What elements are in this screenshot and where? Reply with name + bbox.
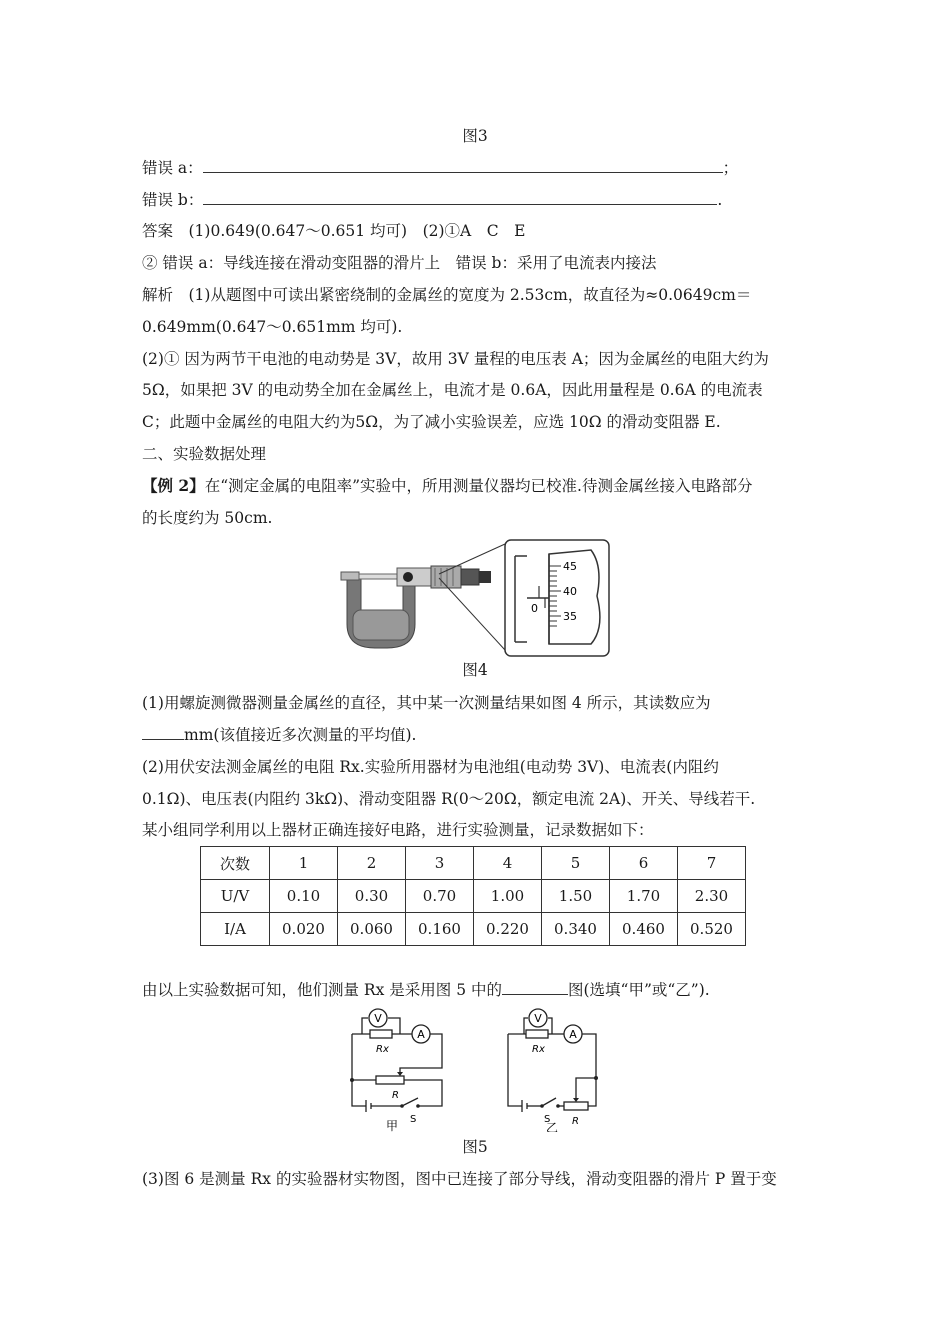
switch-label: S <box>544 1114 551 1125</box>
answer-line-2: ② 错误 a：导线连接在滑动变阻器的滑片上 错误 b：采用了电流表内接法 <box>142 254 657 272</box>
table-row <box>201 913 746 946</box>
figure-4-caption: 图4 <box>462 661 488 679</box>
error-b-line <box>142 190 722 210</box>
analysis-line-5: C；此题中金属丝的电阻大约为5Ω，为了减小实验误差，应选 10Ω 的滑动变阻器 E. <box>142 413 721 431</box>
ammeter-label: A <box>569 1028 577 1041</box>
table-cell: 1.00 <box>474 880 542 913</box>
question-2-line-3: 某小组同学利用以上器材正确连接好电路，进行实验测量，记录数据如下： <box>142 821 654 839</box>
scale-label-40: 40 <box>563 585 577 598</box>
table-cell: 1.70 <box>610 880 678 913</box>
analysis-line-3: (2)① 因为两节干电池的电动势是 3V，故用 3V 量程的电压表 A；因为金属丝的电阻大约为 <box>142 350 769 368</box>
question-2-line-2: 0.1Ω)、电压表(内阻约 3kΩ)、滑动变阻器 R(0～20Ω，额定电流 2A)、开关、导线若干. <box>142 790 756 808</box>
table-header-cell: 5 <box>542 847 610 880</box>
question-1-blank <box>142 725 184 740</box>
circuit-jia-label: 甲 <box>385 1119 399 1132</box>
table-header-cell: 7 <box>678 847 746 880</box>
table-cell: 0.060 <box>338 913 406 946</box>
table-header-cell: 2 <box>338 847 406 880</box>
table-cell: U/V <box>201 880 270 913</box>
voltmeter-label: V <box>374 1012 382 1025</box>
table-cell: 0.30 <box>338 880 406 913</box>
question-2-line-1: (2)用伏安法测金属丝的电阻 Rx.实验所用器材为电池组(电动势 3V)、电流表(内阻约 <box>142 758 719 776</box>
table-header-cell: 6 <box>610 847 678 880</box>
question-3-line-1: (3)图 6 是测量 Rx 的实验器材实物图，图中已连接了部分导线，滑动变阻器的滑片 P 置于变 <box>142 1170 777 1188</box>
table-cell: 0.020 <box>270 913 338 946</box>
table-header-cell: 3 <box>406 847 474 880</box>
circuit-yi-label: 乙 <box>545 1121 559 1132</box>
circuit-yi <box>496 1006 608 1132</box>
question-2-blank <box>502 980 568 995</box>
table-row <box>201 880 746 913</box>
question-1-line-1: (1)用螺旋测微器测量金属丝的直径，其中某一次测量结果如图 4 所示，其读数应为 <box>142 694 711 712</box>
r-label: R <box>392 1090 399 1101</box>
error-a-end: ； <box>722 159 739 177</box>
error-b-blank <box>203 190 717 205</box>
table-cell: 1.50 <box>542 880 610 913</box>
example-2-text: 在“测定金属的电阻率”实验中，所用测量仪器均已校准.待测金属丝接入电路部分 <box>204 477 753 495</box>
analysis-line-2: 0.649mm(0.647～0.651mm 均可). <box>142 318 403 336</box>
table-header-cell: 4 <box>474 847 542 880</box>
analysis-line-4: 5Ω，如果把 3V 的电动势全加在金属丝上，电流才是 0.6A，因此用量程是 0.6A 的电流表 <box>142 381 763 399</box>
r-label: R <box>572 1116 579 1127</box>
section-title: 二、实验数据处理 <box>142 445 267 463</box>
error-a-line <box>142 158 738 178</box>
micrometer-figure <box>335 536 615 660</box>
table-cell: 0.70 <box>406 880 474 913</box>
rx-label: Rx <box>532 1044 545 1055</box>
scale-label-35: 35 <box>563 610 577 623</box>
scale-label-45: 45 <box>563 560 577 573</box>
circuit-jia <box>340 1006 450 1132</box>
figure-5-caption: 图5 <box>462 1138 488 1156</box>
answer-line: 答案 (1)0.649(0.647～0.651 均可) (2)①A C E <box>142 222 526 240</box>
lock-icon <box>403 572 413 582</box>
voltmeter-label: V <box>534 1012 542 1025</box>
table-cell: 0.10 <box>270 880 338 913</box>
analysis-line-1: 解析 (1)从题图中可读出紧密绕制的金属丝的宽度为 2.53cm，故直径为≈0.0649cm＝ <box>142 286 752 304</box>
error-a-label: 错误 a： <box>142 159 203 177</box>
example-2-line-2: 的长度约为 50cm. <box>142 509 273 527</box>
question-1-tail: mm(该值接近多次测量的平均值). <box>184 726 417 744</box>
question-2-line-4 <box>142 980 710 1000</box>
question-2-text: 由以上实验数据可知，他们测量 Rx 是采用图 5 中的 <box>142 981 502 999</box>
table-cell: 0.160 <box>406 913 474 946</box>
table-cell: 0.220 <box>474 913 542 946</box>
error-b-end: . <box>717 191 723 209</box>
table-header-cell: 次数 <box>201 847 270 880</box>
error-b-label: 错误 b： <box>142 191 204 209</box>
table-cell: 2.30 <box>678 880 746 913</box>
figure-3-caption: 图3 <box>462 127 488 145</box>
error-a-blank <box>203 158 723 173</box>
question-1-line-2 <box>142 725 416 745</box>
table-header-row <box>201 847 746 880</box>
switch-label: S <box>410 1114 417 1125</box>
table-cell: 0.520 <box>678 913 746 946</box>
question-2-tail: 图(选填“甲”或“乙”). <box>567 981 710 999</box>
example-tag: 【例 2】 <box>142 476 205 495</box>
scale-label-0: 0 <box>531 602 538 615</box>
table-cell: 0.460 <box>610 913 678 946</box>
frame-plate <box>353 610 409 640</box>
rx-label: Rx <box>376 1044 389 1055</box>
ammeter-label: A <box>417 1028 425 1041</box>
example-2-line-1 <box>142 476 752 496</box>
table-header-cell: 1 <box>270 847 338 880</box>
table-cell: 0.340 <box>542 913 610 946</box>
table-cell: I/A <box>201 913 270 946</box>
data-table <box>200 846 746 946</box>
